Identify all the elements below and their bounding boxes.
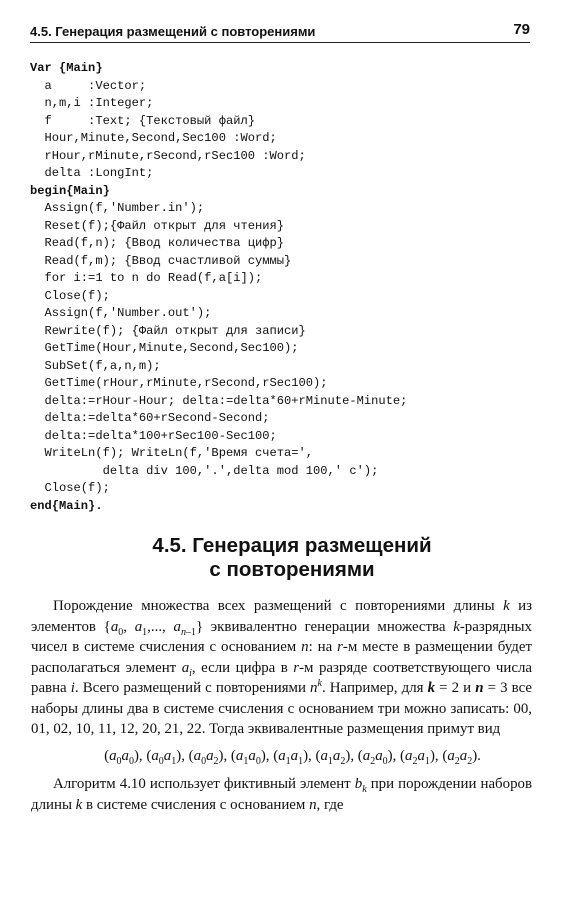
code-line: Close(f); — [30, 481, 110, 495]
code-line: f :Text; {Текстовый файл} — [30, 113, 255, 128]
section-title-line: с повторениями — [209, 558, 375, 581]
code-line: rHour,rMinute,rSecond,rSec100 :Word; — [30, 148, 306, 163]
code-line: Hour,Minute,Second,Sec100 :Word; — [30, 131, 277, 145]
code-line: delta :LongInt; — [30, 166, 154, 180]
code-line: WriteLn(f); WriteLn(f,'Время счета=', — [30, 446, 314, 460]
page-number: 79 — [513, 21, 530, 38]
code-line: GetTime(Hour,Minute,Second,Sec100); — [30, 341, 299, 355]
body-text — [31, 596, 532, 815]
code-line: delta:=delta*100+rSec100-Sec100; — [30, 428, 277, 443]
code-line: Reset(f);{Файл открыт для чтения} — [30, 218, 285, 233]
code-line: Read(f,m); {Ввод счастливой суммы} — [30, 253, 292, 268]
code-line: begin{Main} — [30, 183, 110, 198]
code-line: n,m,i :Integer; — [30, 96, 154, 110]
section-title — [40, 534, 544, 582]
code-line: for i:=1 to n do Read(f,a[i]); — [30, 271, 263, 285]
code-line: end{Main}. — [30, 498, 103, 513]
paragraph: Порождение множества всех размещений с повторениями длины k из элементов {$a_0$, $a_1$,..., $a_{n-1}$} эквивалентно генерации множества k-разрядных чисел в системе счисления с основанием n: на r-м месте в размещении будет располагаться элемент $a_i$, если цифра в r-м разряде соответствующего числа равна i. Всего размещений с повторениями $n^k$. Например, для k = 2 и n = 3 все наборы длины два в системе счисления с основанием три можно записать: 00, 01, 02, 10, 11, 12, 20, 21, 22. Тогда эквивалентные размещения примут вид — [31, 598, 533, 737]
code-line: Rewrite(f); {Файл открыт для записи} — [30, 323, 306, 338]
code-line: Assign(f,'Number.out'); — [30, 306, 212, 320]
header-title: 4.5. Генерация размещений с повторениями — [30, 24, 316, 39]
code-line: delta div 100,'.',delta mod 100,' c'); — [30, 463, 379, 478]
code-listing — [30, 60, 407, 515]
code-line: delta:=delta*60+rSecond-Second; — [30, 411, 270, 425]
section-title-line: 4.5. Генерация размещений — [152, 534, 432, 557]
code-line: GetTime(rHour,rMinute,rSecond,rSec100); — [30, 376, 328, 390]
paragraph: Алгоритм 4.10 использует фиктивный элемент $b_k$ при порождении наборов длины k в системе счисления с основанием n, где — [31, 776, 532, 813]
code-line: delta:=rHour-Hour; delta:=delta*60+rMinute-Minute; — [30, 393, 408, 408]
code-line: Read(f,n); {Ввод количества цифр} — [30, 236, 285, 250]
code-line: SubSet(f,a,n,m); — [30, 358, 161, 373]
code-line: Close(f); — [30, 288, 110, 303]
formula: $(a_0a_0)$, $(a_0a_1)$, $(a_0a_2)$, $(a_1a_0)$, $(a_1a_1)$, $(a_1a_2)$, $(a_2a_0)$, $(a_2a_1)$, $(a_2a_2)$. — [104, 747, 481, 767]
running-header — [30, 20, 530, 43]
code-line: a :Vector; — [30, 78, 147, 93]
code-line: Assign(f,'Number.in'); — [30, 201, 205, 215]
code-line: Var {Main} — [30, 61, 103, 75]
